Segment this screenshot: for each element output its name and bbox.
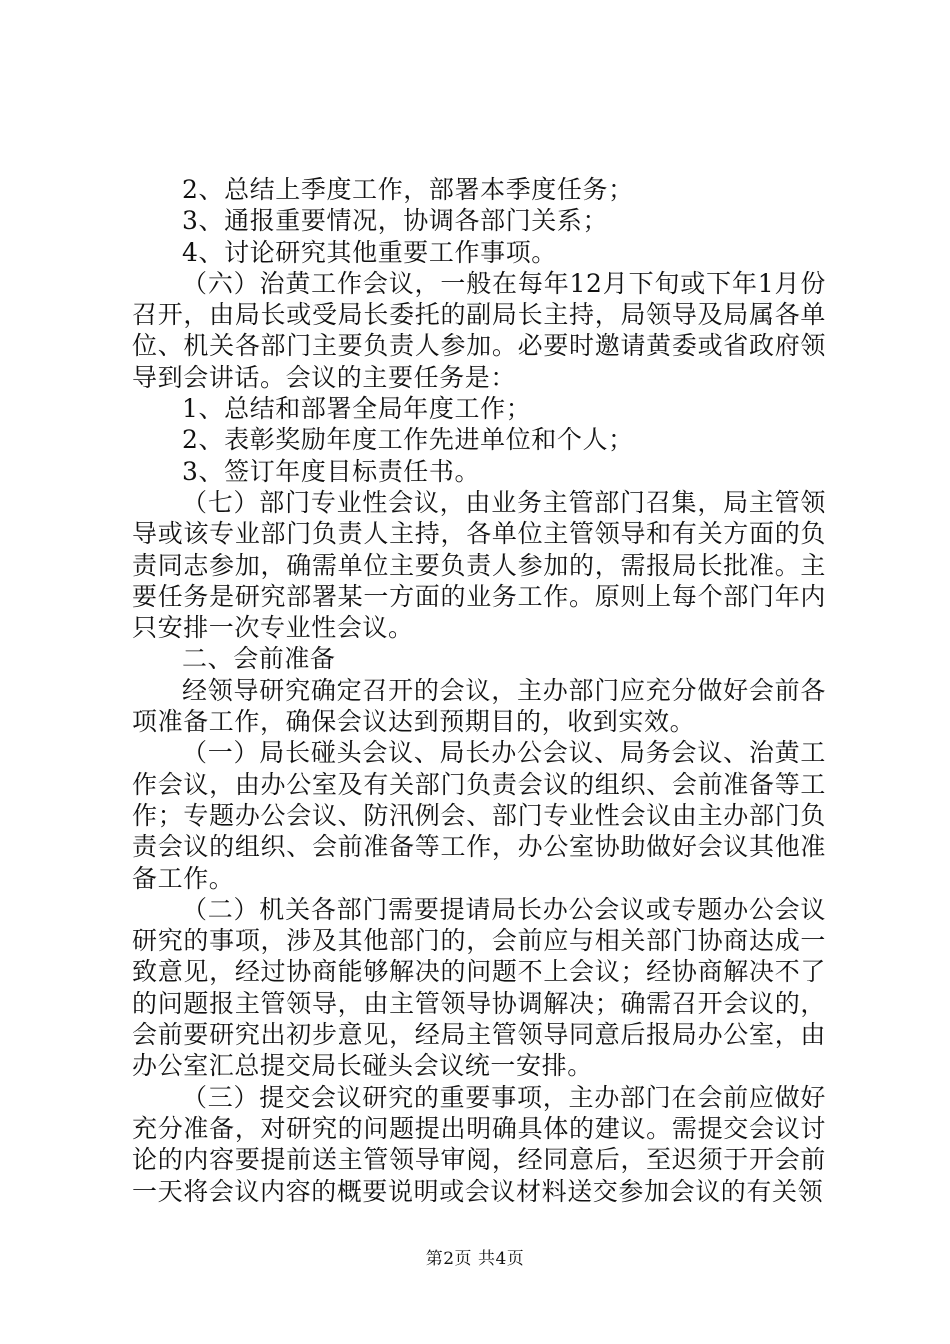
paragraph: （二）机关各部门需要提请局长办公会议或专题办公会议研究的事项，涉及其他部门的，会前应与相关部门协商达成一致意见，经过协商能够解决的问题不上会议；经协商解决不了的问题报主管领导，由主管领导协调解决；确需召开会议的，会前要研究出初步意见，经局主管领导同意后报局办公室，由办公室汇总提交局长碰头会议统一安排。	[132, 894, 826, 1081]
paragraph: （一）局长碰头会议、局长办公会议、局务会议、治黄工作会议，由办公室及有关部门负责会议的组织、会前准备等工作；专题办公会议、防汛例会、部门专业性会议由主办部门负责会议的组织、会前准备等工作，办公室协助做好会议其他准备工作。	[132, 738, 826, 893]
list-item: 3、通报重要情况，协调各部门关系；	[182, 206, 609, 236]
paragraph: （六）治黄工作会议，一般在每年12月下旬或下年1月份召开，由局长或受局长委托的副局长主持，局领导及局属各单位、机关各部门主要负责人参加。必要时邀请黄委或省政府领导到会讲话。会议的主要任务是：	[132, 268, 826, 392]
paragraph: （三）提交会议研究的重要事项，主办部门在会前应做好充分准备，对研究的问题提出明确具体的建议。需提交会议讨论的内容要提前送主管领导审阅，经同意后，至迟须于开会前一天将会议内容的概要说明或会议材料送交参加会议的有关领	[132, 1082, 826, 1206]
list-item: 4、讨论研究其他重要工作事项。	[182, 237, 557, 267]
list-item: 3、签订年度目标责任书。	[182, 456, 481, 486]
paragraph: （七）部门专业性会议，由业务主管部门召集，局主管领导或该专业部门负责人主持，各单位主管领导和有关方面的负责同志参加，确需单位主要负责人参加的，需报局长批准。主要任务是研究部署某一方面的业务工作。原则上每个部门年内只安排一次专业性会议。	[132, 487, 826, 643]
paragraph: 经领导研究确定召开的会议，主办部门应充分做好会前各项准备工作，确保会议达到预期目的，收到实效。	[132, 675, 826, 737]
page-footer: 第2页 共4页	[425, 1249, 525, 1269]
section-heading: 二、会前准备	[182, 644, 336, 674]
list-item: 2、表彰奖励年度工作先进单位和个人；	[182, 425, 634, 455]
document-body	[132, 174, 826, 1207]
list-item: 2、总结上季度工作，部署本季度任务；	[182, 175, 634, 204]
list-item: 1、总结和部署全局年度工作；	[182, 394, 532, 424]
